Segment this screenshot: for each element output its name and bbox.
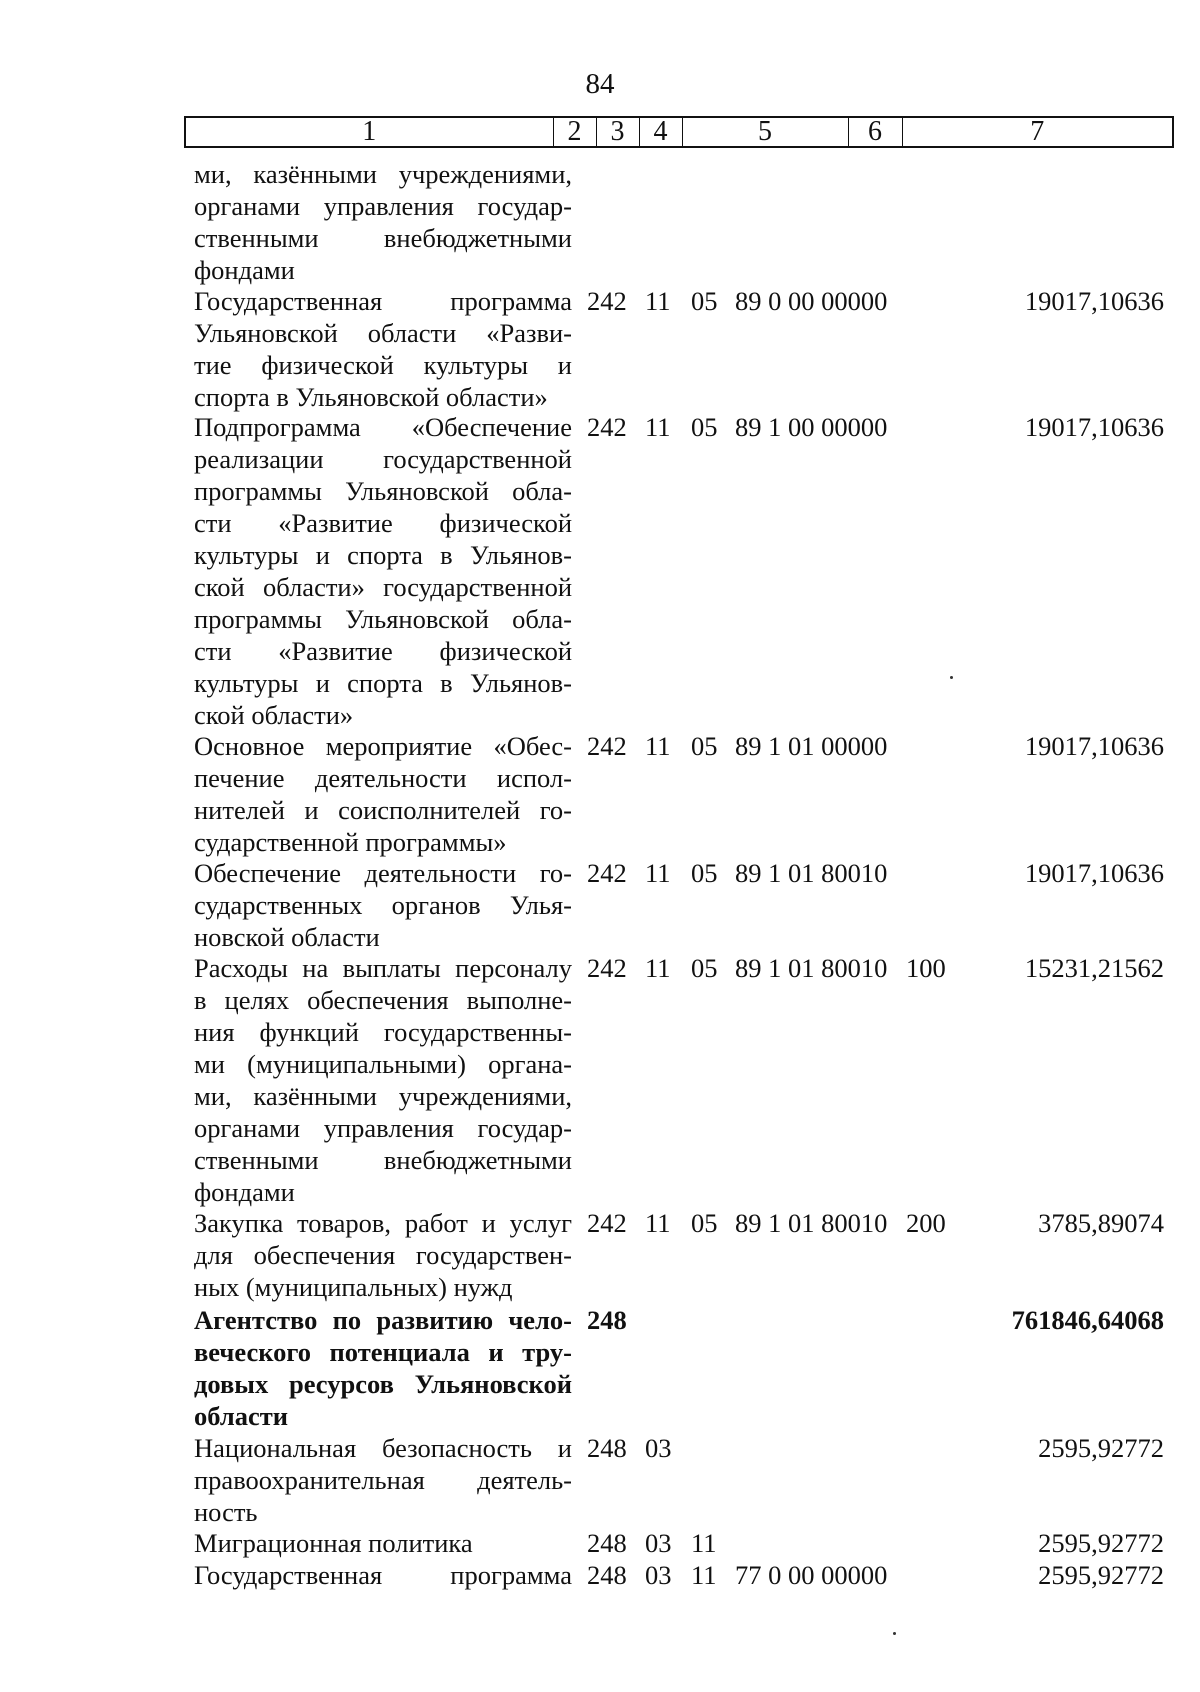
subsection-code: 05 bbox=[691, 412, 718, 442]
amount: 2595,92772 bbox=[1038, 1433, 1164, 1463]
scan-speck bbox=[950, 676, 953, 679]
ministry-code: 248 bbox=[587, 1433, 627, 1463]
section-code: 11 bbox=[645, 1208, 671, 1238]
section-code: 03 bbox=[645, 1433, 672, 1463]
ministry-code: 242 bbox=[587, 1208, 627, 1238]
target-item-code: 89 0 00 00000 bbox=[735, 286, 888, 316]
target-item-code: 89 1 01 80010 bbox=[735, 858, 888, 888]
amount: 3785,89074 bbox=[1038, 1208, 1164, 1238]
expense-type-code: 100 bbox=[906, 953, 946, 983]
description-line: новской области bbox=[194, 922, 380, 952]
amount: 19017,10636 bbox=[1024, 286, 1164, 316]
ministry-code: 248 bbox=[587, 1528, 627, 1558]
description-line: ми, казёнными учреждениями, bbox=[194, 1081, 572, 1111]
row-description bbox=[194, 1432, 572, 1528]
target-item-code: 89 1 01 80010 bbox=[735, 1208, 888, 1238]
column-header-7: 7 bbox=[902, 117, 1173, 147]
section-code: 03 bbox=[645, 1560, 672, 1590]
amount: 19017,10636 bbox=[1024, 858, 1164, 888]
target-item-code: 89 1 00 00000 bbox=[735, 412, 888, 442]
amount: 19017,10636 bbox=[1024, 412, 1164, 442]
row-description bbox=[194, 952, 572, 1208]
description-line: Расходы на выплаты персоналу bbox=[194, 953, 572, 983]
description-line: области bbox=[194, 1401, 289, 1431]
description-line: сударственных органов Улья- bbox=[194, 890, 572, 920]
subsection-code: 11 bbox=[691, 1560, 717, 1590]
row-description bbox=[194, 411, 572, 731]
row-description bbox=[194, 1527, 572, 1559]
ministry-code: 242 bbox=[587, 953, 627, 983]
description-line: ния функций государственны- bbox=[194, 1017, 572, 1047]
description-line: Агентство по развитию чело- bbox=[194, 1305, 572, 1335]
description-line: ственными внебюджетными bbox=[194, 1145, 572, 1175]
row-description bbox=[194, 158, 572, 286]
description-line: фондами bbox=[194, 1177, 295, 1207]
description-line: ской области» bbox=[194, 700, 354, 730]
row-description bbox=[194, 1207, 572, 1303]
section-code: 11 bbox=[645, 731, 671, 761]
description-line: культуры и спорта в Ульянов- bbox=[194, 668, 572, 698]
column-header-3: 3 bbox=[596, 117, 639, 147]
ministry-code: 242 bbox=[587, 858, 627, 888]
description-line: Государственная программа bbox=[194, 286, 572, 316]
description-line: веческого потенциала и тру- bbox=[194, 1337, 572, 1367]
description-line: правоохранительная деятель- bbox=[194, 1465, 572, 1495]
description-line: в целях обеспечения выполне- bbox=[194, 985, 572, 1015]
description-line: довых ресурсов Ульяновской bbox=[194, 1369, 572, 1399]
description-line: реализации государственной bbox=[194, 444, 572, 474]
description-line: сударственной программы» bbox=[194, 827, 507, 857]
ministry-code: 242 bbox=[587, 412, 627, 442]
column-header-6: 6 bbox=[848, 117, 902, 147]
ministry-code: 242 bbox=[587, 731, 627, 761]
page-number: 84 bbox=[585, 68, 615, 100]
subsection-code: 11 bbox=[691, 1528, 717, 1558]
amount: 19017,10636 bbox=[1024, 731, 1164, 761]
description-line: сти «Развитие физической bbox=[194, 508, 572, 538]
scan-speck bbox=[893, 1632, 896, 1635]
section-code: 11 bbox=[645, 858, 671, 888]
description-line: Ульяновской области «Разви- bbox=[194, 318, 572, 348]
target-item-code: 89 1 01 00000 bbox=[735, 731, 888, 761]
row-description bbox=[194, 1304, 572, 1432]
amount: 2595,92772 bbox=[1038, 1528, 1164, 1558]
description-line: ных (муниципальных) нужд bbox=[194, 1272, 513, 1302]
subsection-code: 05 bbox=[691, 731, 718, 761]
description-line: Национальная безопасность и bbox=[194, 1433, 572, 1463]
expense-type-code: 200 bbox=[906, 1208, 946, 1238]
subsection-code: 05 bbox=[691, 1208, 718, 1238]
ministry-code: 248 bbox=[587, 1560, 627, 1590]
description-line: Миграционная политика bbox=[194, 1528, 473, 1558]
row-description bbox=[194, 285, 572, 413]
column-header-row bbox=[184, 116, 1174, 148]
description-line: тие физической культуры и bbox=[194, 350, 572, 380]
row-description bbox=[194, 1559, 572, 1591]
column-header-5: 5 bbox=[682, 117, 848, 147]
column-header-4: 4 bbox=[639, 117, 682, 147]
description-line: ми (муниципальными) органа- bbox=[194, 1049, 572, 1079]
row-description bbox=[194, 730, 572, 858]
row-description bbox=[194, 857, 572, 953]
subsection-code: 05 bbox=[691, 953, 718, 983]
amount: 15231,21562 bbox=[1024, 953, 1164, 983]
description-line: ской области» государственной bbox=[194, 572, 572, 602]
description-line: программы Ульяновской обла- bbox=[194, 604, 572, 634]
section-code: 03 bbox=[645, 1528, 672, 1558]
amount: 761846,64068 bbox=[1011, 1305, 1164, 1335]
description-line: нителей и соисполнителей го- bbox=[194, 795, 572, 825]
description-line: органами управления государ- bbox=[194, 1113, 572, 1143]
amount: 2595,92772 bbox=[1038, 1560, 1164, 1590]
description-line: Государственная программа bbox=[194, 1560, 572, 1590]
description-line: ственными внебюджетными bbox=[194, 223, 572, 253]
description-line: культуры и спорта в Ульянов- bbox=[194, 540, 572, 570]
description-line: фондами bbox=[194, 255, 295, 285]
description-line: спорта в Ульяновской области» bbox=[194, 382, 548, 412]
column-header-2: 2 bbox=[553, 117, 596, 147]
subsection-code: 05 bbox=[691, 286, 718, 316]
description-line: ми, казёнными учреждениями, bbox=[194, 159, 572, 189]
ministry-code: 242 bbox=[587, 286, 627, 316]
column-header-1: 1 bbox=[362, 116, 377, 147]
section-code: 11 bbox=[645, 953, 671, 983]
description-line: ность bbox=[194, 1497, 258, 1527]
description-line: Подпрограмма «Обеспечение bbox=[194, 412, 572, 442]
description-line: печение деятельности испол- bbox=[194, 763, 572, 793]
target-item-code: 77 0 00 00000 bbox=[735, 1560, 888, 1590]
description-line: программы Ульяновской обла- bbox=[194, 476, 572, 506]
description-line: Обеспечение деятельности го- bbox=[194, 858, 572, 888]
description-line: для обеспечения государствен- bbox=[194, 1240, 572, 1270]
section-code: 11 bbox=[645, 286, 671, 316]
target-item-code: 89 1 01 80010 bbox=[735, 953, 888, 983]
ministry-code: 248 bbox=[587, 1305, 627, 1335]
subsection-code: 05 bbox=[691, 858, 718, 888]
description-line: сти «Развитие физической bbox=[194, 636, 572, 666]
section-code: 11 bbox=[645, 412, 671, 442]
description-line: Закупка товаров, работ и услуг bbox=[194, 1208, 572, 1238]
description-line: органами управления государ- bbox=[194, 191, 572, 221]
description-line: Основное мероприятие «Обес- bbox=[194, 731, 572, 761]
